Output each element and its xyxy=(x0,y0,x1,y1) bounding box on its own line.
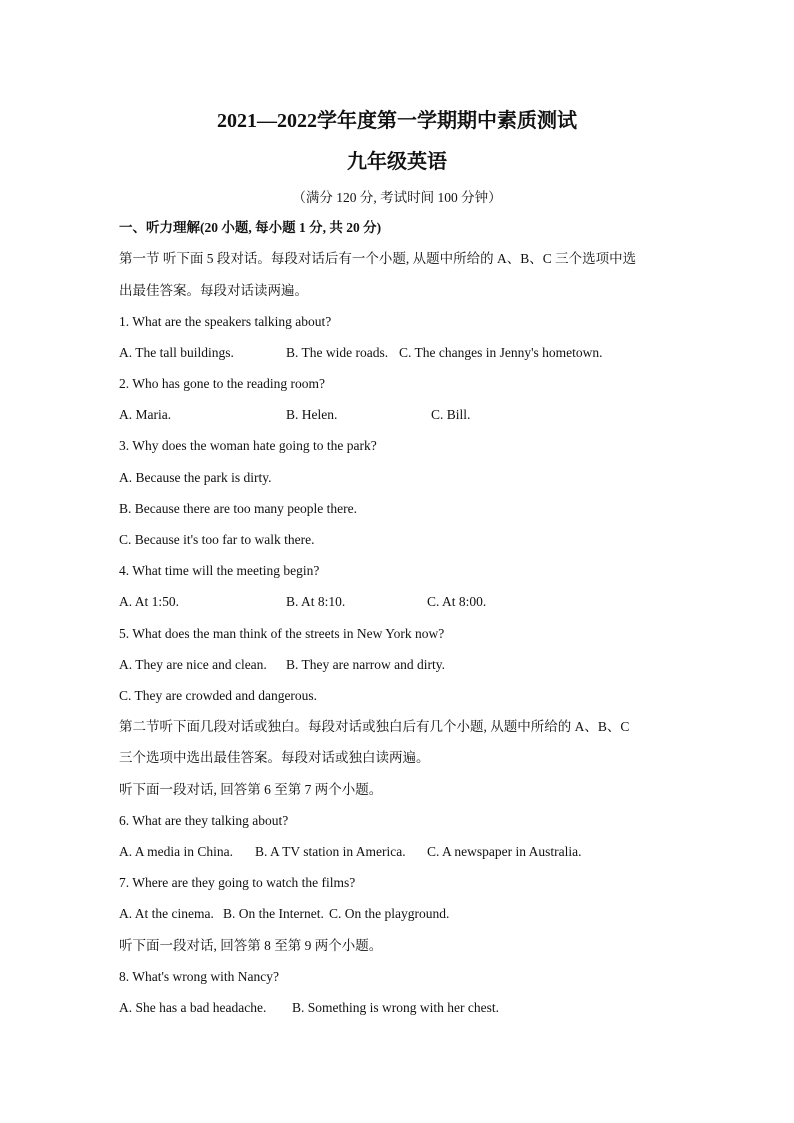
question-5-option-a: A. They are nice and clean. xyxy=(119,657,267,672)
section2-instructions-line2: 三个选项中选出最佳答案。每段对话或独白读两遍。 xyxy=(119,750,430,765)
question-1: 1. What are the speakers talking about? xyxy=(119,314,332,329)
question-5-option-c: C. They are crowded and dangerous. xyxy=(119,688,318,703)
question-6-option-c: C. A newspaper in Australia. xyxy=(427,844,582,859)
question-4-option-c: C. At 8:00. xyxy=(427,594,487,609)
section1-instructions-line1: 第一节 听下面 5 段对话。每段对话后有一个小题, 从题中所给的 A、B、C 三个选项中选 xyxy=(119,251,637,266)
exam-score-note: （满分 120 分, 考试时间 100 分钟） xyxy=(292,190,502,205)
question-2-option-a: A. Maria. xyxy=(119,407,172,422)
question-3-option-c: C. Because it's too far to walk there. xyxy=(119,532,315,547)
question-5-option-b: B. They are narrow and dirty. xyxy=(286,657,445,672)
question-7: 7. Where are they going to watch the films? xyxy=(119,875,356,890)
question-2-option-c: C. Bill. xyxy=(431,407,471,422)
question-6-option-b: B. A TV station in America. xyxy=(255,844,406,859)
section2-instructions-line1: 第二节听下面几段对话或独白。每段对话或独白后有几个小题, 从题中所给的 A、B、C xyxy=(119,719,630,734)
question-8-option-b: B. Something is wrong with her chest. xyxy=(292,1000,499,1015)
dialog-6-7-instruction: 听下面一段对话, 回答第 6 至第 7 两个小题。 xyxy=(119,782,383,797)
question-5: 5. What does the man think of the streets in New York now? xyxy=(119,626,445,641)
question-6-option-a: A. A media in China. xyxy=(119,844,233,859)
question-4-option-b: B. At 8:10. xyxy=(286,594,346,609)
question-1-option-c: C. The changes in Jenny's hometown. xyxy=(399,345,603,360)
question-4: 4. What time will the meeting begin? xyxy=(119,563,320,578)
exam-title: 2021—2022学年度第一学期期中素质测试 xyxy=(217,110,577,132)
exam-subject: 九年级英语 xyxy=(347,151,447,173)
dialog-8-9-instruction: 听下面一段对话, 回答第 8 至第 9 两个小题。 xyxy=(119,938,383,953)
question-1-option-b: B. The wide roads. xyxy=(286,345,389,360)
question-8-option-a: A. She has a bad headache. xyxy=(119,1000,267,1015)
question-2: 2. Who has gone to the reading room? xyxy=(119,376,325,391)
question-8: 8. What's wrong with Nancy? xyxy=(119,969,280,984)
question-7-option-b: B. On the Internet. xyxy=(223,906,324,921)
question-3: 3. Why does the woman hate going to the park? xyxy=(119,438,377,453)
question-3-option-b: B. Because there are too many people there. xyxy=(119,501,358,516)
question-6: 6. What are they talking about? xyxy=(119,813,289,828)
question-1-option-a: A. The tall buildings. xyxy=(119,345,234,360)
question-4-option-a: A. At 1:50. xyxy=(119,594,180,609)
question-3-option-a: A. Because the park is dirty. xyxy=(119,470,272,485)
section1-instructions-line2: 出最佳答案。每段对话读两遍。 xyxy=(119,283,308,298)
question-7-option-c: C. On the playground. xyxy=(329,906,450,921)
question-2-option-b: B. Helen. xyxy=(286,407,338,422)
part1-heading: 一、听力理解(20 小题, 每小题 1 分, 共 20 分) xyxy=(119,220,382,235)
question-7-option-a: A. At the cinema. xyxy=(119,906,214,921)
